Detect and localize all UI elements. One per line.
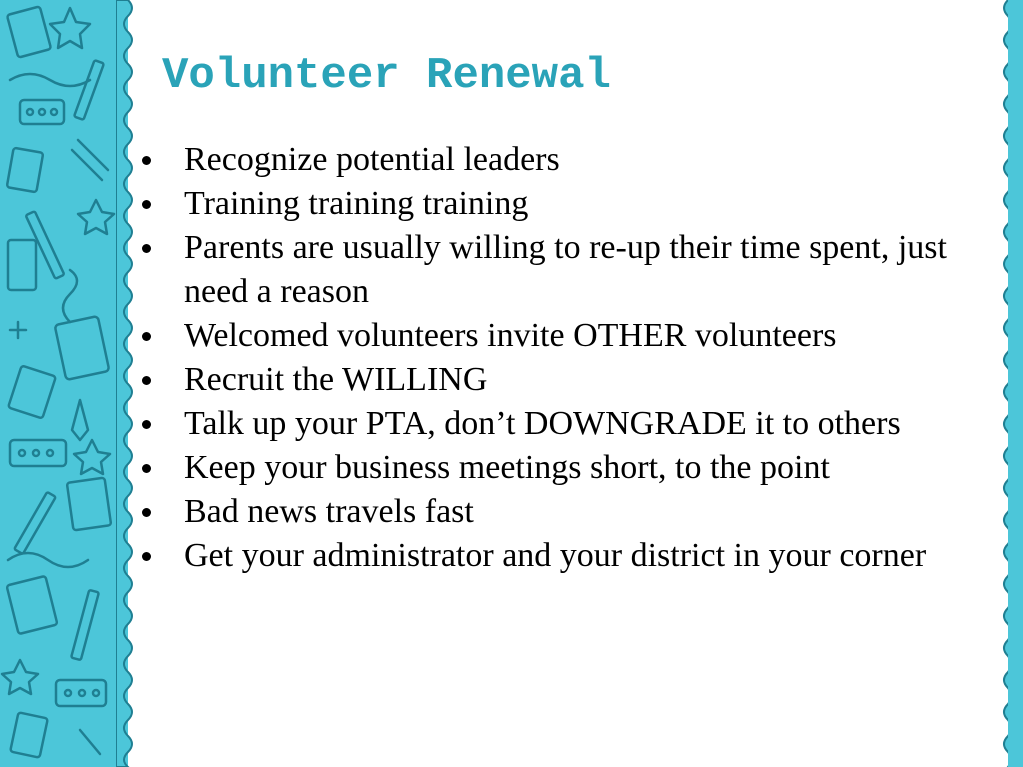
bullet-text: Training training training (184, 185, 529, 222)
bullet-dot-icon (142, 244, 151, 253)
bullet-item (140, 358, 980, 402)
bullet-item (140, 534, 980, 578)
bullet-text: Keep your business meetings short, to the point (184, 449, 830, 486)
bullet-text: Welcomed volunteers invite OTHER volunteers (184, 317, 837, 354)
bullet-dot-icon (142, 156, 151, 165)
bullet-dot-icon (142, 464, 151, 473)
bullet-item (140, 446, 980, 490)
right-decorative-border (1008, 0, 1023, 767)
school-supplies-pattern-icon (0, 0, 128, 767)
bullet-text: Get your administrator and your district in your corner (184, 537, 927, 574)
bullet-dot-icon (142, 332, 151, 341)
bullet-dot-icon (142, 200, 151, 209)
bullet-item (140, 226, 980, 314)
bullet-dot-icon (142, 376, 151, 385)
bullet-item (140, 402, 980, 446)
left-decorative-border (0, 0, 128, 767)
bullet-text: Bad news travels fast (184, 493, 474, 530)
bullet-text: Parents are usually willing to re-up their time spent, just need a reason (184, 229, 947, 310)
left-wavy-edge-icon (116, 0, 140, 767)
bullet-item (140, 490, 980, 534)
bullet-dot-icon (142, 420, 151, 429)
bullet-list (140, 138, 980, 578)
bullet-dot-icon (142, 508, 151, 517)
slide-title: Volunteer Renewal (162, 51, 611, 101)
bullet-text: Recruit the WILLING (184, 361, 488, 398)
bullet-dot-icon (142, 552, 151, 561)
bullet-item (140, 138, 980, 182)
bullet-text: Talk up your PTA, don’t DOWNGRADE it to others (184, 405, 901, 442)
bullet-text: Recognize potential leaders (184, 141, 560, 178)
bullet-item (140, 314, 980, 358)
bullet-item (140, 182, 980, 226)
